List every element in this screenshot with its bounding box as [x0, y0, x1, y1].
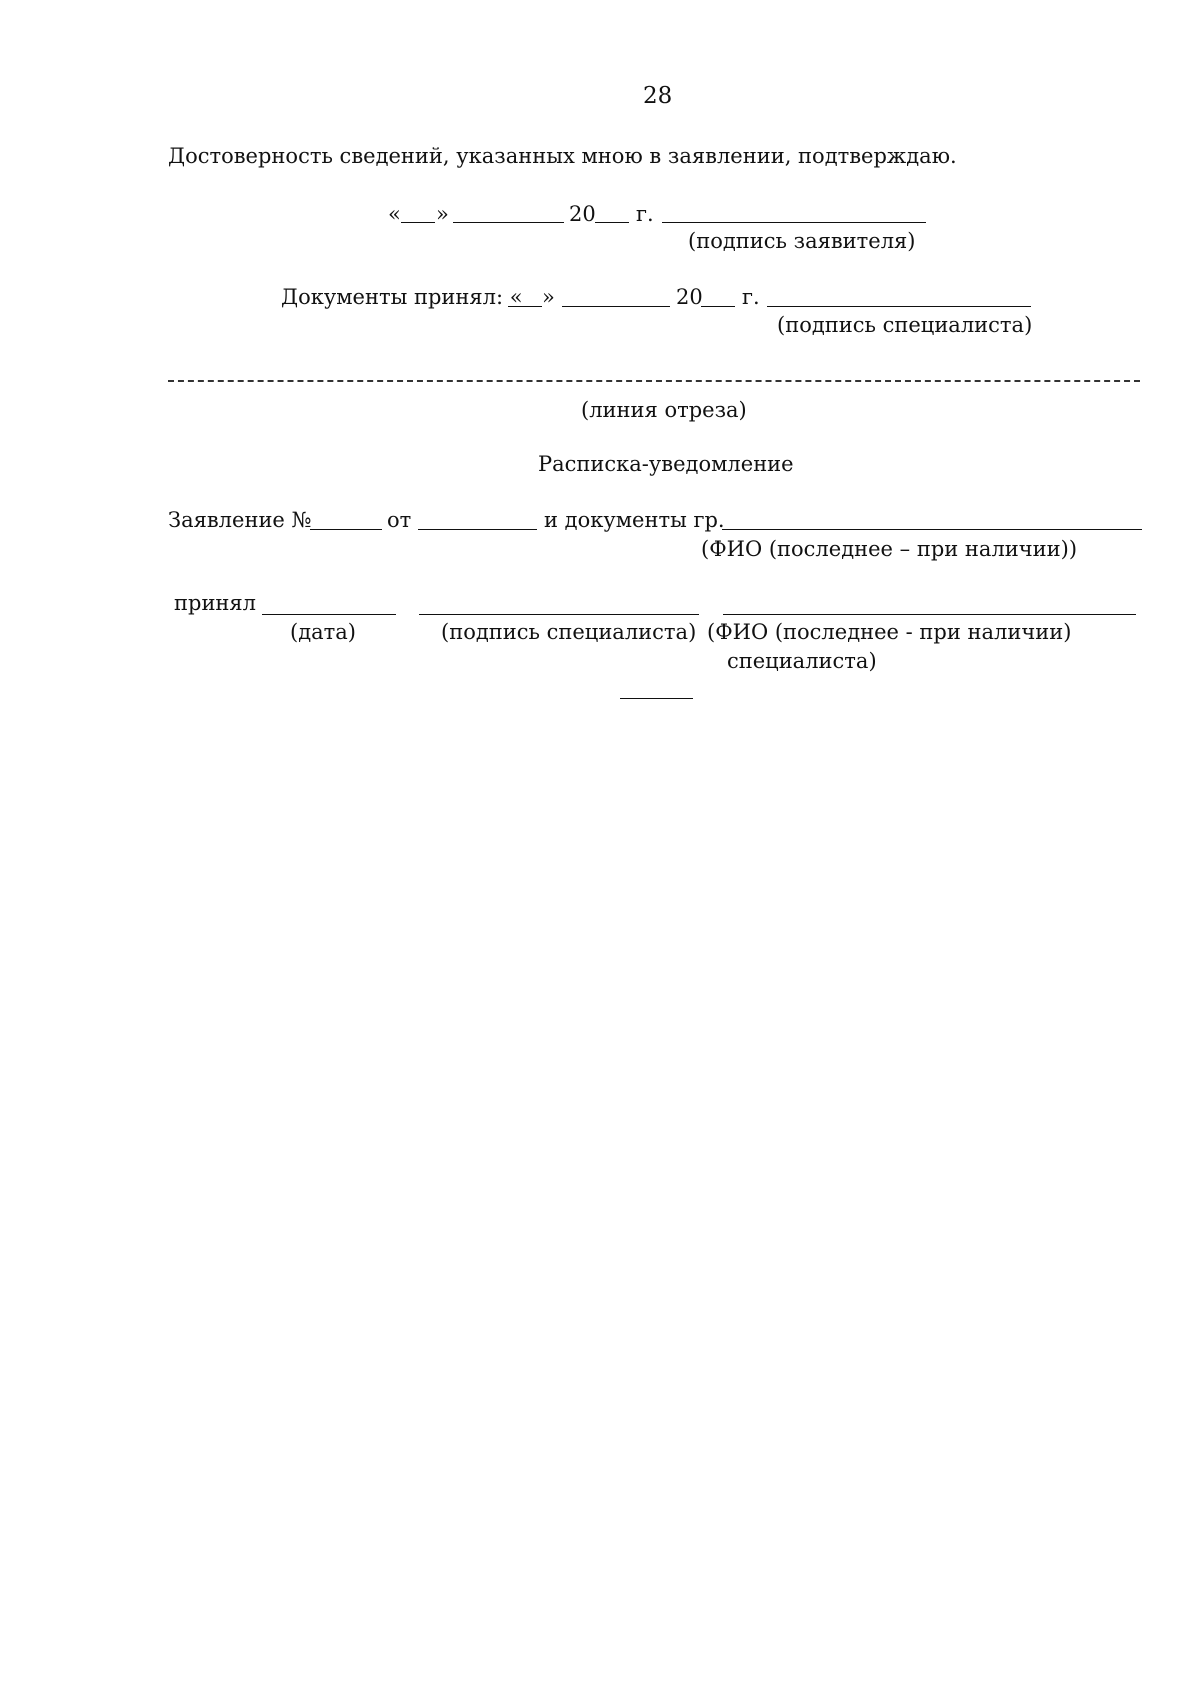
- year-prefix: 20: [569, 202, 596, 226]
- applicant-fio-caption: (ФИО (последнее – при наличии)): [701, 537, 1078, 561]
- cut-line: [168, 380, 1140, 382]
- acceptance-quote-close: »: [542, 285, 555, 309]
- application-label: Заявление №: [168, 508, 312, 532]
- day-quote-open: «: [388, 202, 401, 226]
- applicant-fio-field[interactable]: [722, 529, 1142, 530]
- specialist-signature-field[interactable]: [767, 306, 1031, 307]
- acceptance-year-field[interactable]: [701, 306, 735, 307]
- acceptance-month-field[interactable]: [562, 306, 670, 307]
- acceptance-year-prefix: 20: [676, 285, 703, 309]
- accepted-specialist-fio-field[interactable]: [723, 614, 1136, 615]
- acceptance-year-suffix: г.: [742, 285, 760, 309]
- specialist-signature-caption-receipt: (подпись специалиста): [441, 620, 697, 644]
- day-quote-close: »: [436, 202, 449, 226]
- receipt-title: Расписка-уведомление: [538, 452, 794, 476]
- confirmation-statement: Достоверность сведений, указанных мною в заявлении, подтверждаю.: [168, 144, 957, 168]
- applicant-year-field[interactable]: [595, 222, 629, 223]
- applicant-day-field[interactable]: [401, 222, 435, 223]
- application-number-field[interactable]: [310, 529, 382, 530]
- cut-line-caption: (линия отреза): [581, 398, 747, 422]
- acceptance-label: Документы принял: «: [281, 285, 523, 309]
- year-suffix: г.: [636, 202, 654, 226]
- application-date-field[interactable]: [418, 529, 537, 530]
- from-label: от: [387, 508, 412, 532]
- date-caption: (дата): [290, 620, 356, 644]
- documents-label: и документы гр.: [544, 508, 725, 532]
- end-rule: [620, 698, 693, 699]
- accepted-label: принял: [174, 591, 257, 615]
- accepted-specialist-signature-field[interactable]: [419, 614, 699, 615]
- specialist-signature-caption: (подпись специалиста): [777, 313, 1033, 337]
- applicant-signature-caption: (подпись заявителя): [688, 229, 916, 253]
- page-number: 28: [643, 83, 673, 109]
- accepted-date-field[interactable]: [262, 614, 396, 615]
- applicant-signature-field[interactable]: [662, 222, 926, 223]
- specialist-fio-caption-line1: (ФИО (последнее - при наличии): [707, 620, 1072, 644]
- acceptance-day-field[interactable]: [508, 306, 542, 307]
- applicant-month-field[interactable]: [453, 222, 564, 223]
- specialist-fio-caption-line2: специалиста): [727, 649, 877, 673]
